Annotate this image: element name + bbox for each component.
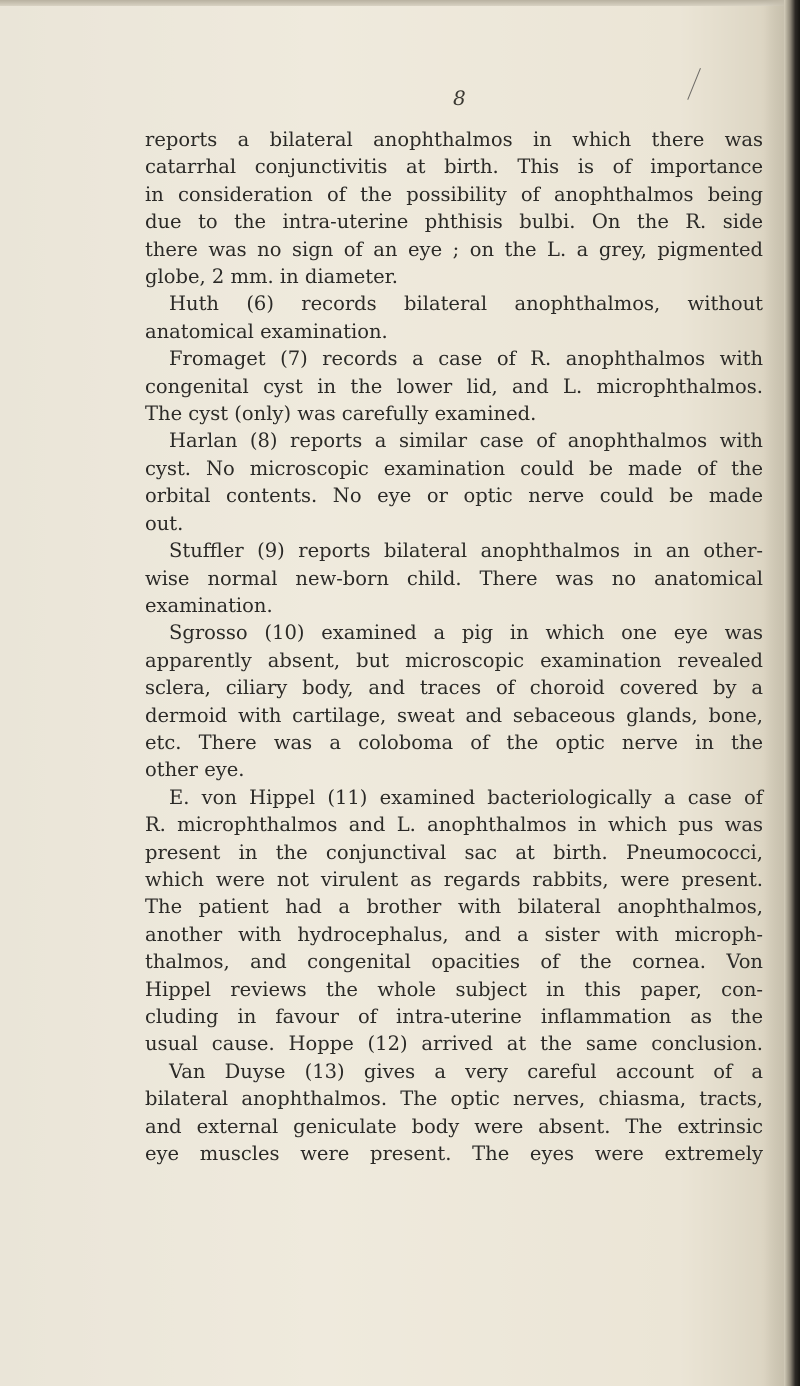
- text-line: Stuffler (9) reports bilateral anophthalmos in an other-: [169, 539, 763, 563]
- page-top-edge: [0, 0, 800, 6]
- text-line: Sgrosso (10) examined a pig in which one eye was: [169, 621, 763, 645]
- text-line: in consideration of the possibility of anophthalmos being: [145, 182, 763, 206]
- text-line: The patient had a brother with bilateral anophthalmos,: [145, 895, 763, 919]
- text-line: Van Duyse (13) gives a very careful account of a: [169, 1059, 763, 1083]
- text-line: which were not virulent as regards rabbits, were present.: [145, 867, 763, 891]
- body-text: [145, 126, 763, 1167]
- page-number: 8: [453, 86, 466, 110]
- text-line: E. von Hippel (11) examined bacteriologically a case of: [169, 785, 763, 809]
- text-line: other eye.: [145, 758, 245, 782]
- text-line: usual cause. Hoppe (12) arrived at the same conclusion.: [145, 1032, 763, 1056]
- text-line: examination.: [145, 593, 273, 617]
- text-line: apparently absent, but microscopic examination revealed: [145, 648, 763, 672]
- page-binding-edge: [784, 0, 800, 1386]
- text-line: wise normal new-born child. There was no anatomical: [145, 566, 763, 590]
- text-line: Huth (6) records bilateral anophthalmos, without: [169, 292, 763, 316]
- text-line: thalmos, and congenital opacities of the cornea. Von: [145, 950, 763, 974]
- text-line: present in the conjunctival sac at birth. Pneumococci,: [145, 840, 763, 864]
- text-line: globe, 2 mm. in diameter.: [145, 265, 398, 289]
- text-line: The cyst (only) was carefully examined.: [145, 402, 537, 426]
- text-line: out.: [145, 511, 184, 535]
- text-line: Hippel reviews the whole subject in this paper, con-: [145, 977, 763, 1001]
- text-line: orbital contents. No eye or optic nerve could be made: [145, 484, 763, 508]
- text-line: and external geniculate body were absent. The extrinsic: [145, 1114, 763, 1138]
- page-gutter-shadow: [764, 0, 784, 1386]
- text-line: catarrhal conjunctivitis at birth. This is of importance: [145, 155, 763, 179]
- text-line: anatomical examination.: [145, 319, 388, 343]
- text-line: there was no sign of an eye ; on the L. a grey, pigmented: [145, 237, 763, 261]
- text-line: bilateral anophthalmos. The optic nerves, chiasma, tracts,: [145, 1087, 763, 1111]
- pencil-mark: [687, 68, 701, 100]
- text-line: due to the intra-uterine phthisis bulbi. On the R. side: [145, 210, 763, 234]
- text-line: another with hydrocephalus, and a sister with microph-: [145, 922, 763, 946]
- text-line: etc. There was a coloboma of the optic nerve in the: [145, 730, 763, 754]
- text-line: dermoid with cartilage, sweat and sebaceous glands, bone,: [145, 703, 763, 727]
- text-line: eye muscles were present. The eyes were extremely: [145, 1142, 763, 1166]
- text-line: Harlan (8) reports a similar case of anophthalmos with: [169, 429, 763, 453]
- text-line: R. microphthalmos and L. anophthalmos in which pus was: [145, 813, 763, 837]
- text-line: cluding in favour of intra-uterine inflammation as the: [145, 1005, 763, 1028]
- text-line: Fromaget (7) records a case of R. anophthalmos with: [169, 347, 763, 371]
- text-line: reports a bilateral anophthalmos in which there was: [145, 128, 763, 151]
- text-line: cyst. No microscopic examination could be made of the: [145, 456, 763, 480]
- text-line: congenital cyst in the lower lid, and L. microphthalmos.: [145, 374, 763, 398]
- text-line: sclera, ciliary body, and traces of choroid covered by a: [145, 676, 763, 700]
